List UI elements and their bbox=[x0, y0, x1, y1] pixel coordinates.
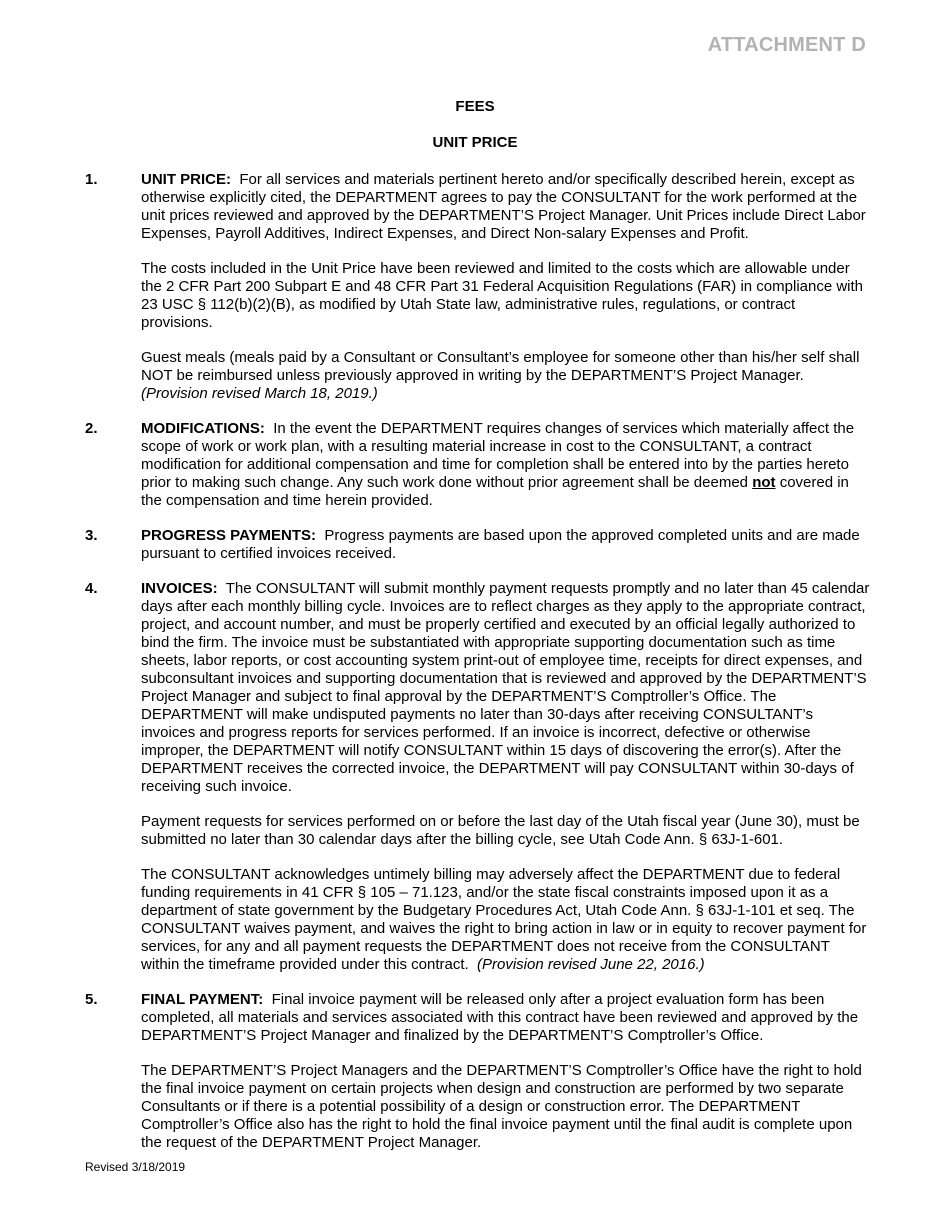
section-modifications bbox=[85, 420, 870, 510]
paragraph bbox=[141, 527, 870, 563]
paragraph bbox=[141, 866, 870, 974]
paragraph-text: Payment requests for services performed on or before the last day of the Utah fiscal year (June 30), must be submitted no later than 30 calendar days after the billing cycle, see Utah Code Ann. § 63J-1-601. bbox=[141, 813, 860, 848]
paragraph-text: The CONSULTANT acknowledges untimely billing may adversely affect the DEPARTMENT due to federal funding requirements in 41 CFR § 105 – 71.123, and/or the state fiscal constraints imposed upon it as a department of state government by the Budgetary Procedures Act, Utah Code Ann. § 63J-1-101 et seq. The CONSULTANT waives payment, and waives the right to bring action in law or in equity to recover payment for services, for any and all payment requests the DEPARTMENT does not receive from the CONSULTANT within the timeframe provided under this contract. bbox=[141, 866, 867, 973]
paragraph bbox=[141, 260, 870, 332]
section-unit-price bbox=[85, 171, 870, 403]
paragraph bbox=[141, 171, 870, 243]
paragraph bbox=[141, 1062, 870, 1152]
section-final-payment bbox=[85, 991, 870, 1152]
paragraph-text: covered in the compensation and time herein provided. bbox=[141, 474, 849, 509]
section-invoices bbox=[85, 580, 870, 974]
section-body bbox=[141, 420, 870, 510]
paragraph bbox=[141, 991, 870, 1045]
section-lead: UNIT PRICE: bbox=[141, 171, 231, 188]
paragraph bbox=[141, 580, 870, 796]
section-lead: PROGRESS PAYMENTS: bbox=[141, 527, 317, 544]
revision-note: (Provision revised March 18, 2019.) bbox=[141, 385, 378, 402]
section-lead: INVOICES: bbox=[141, 580, 218, 597]
section-progress-payments bbox=[85, 527, 870, 563]
paragraph-text: In the event the DEPARTMENT requires changes of services which materially affect the scope of work or work plan, with a resulting material increase in cost to the CONSULTANT, a contract modification for additional compensation and time for completion shall be entered into by the parties hereto prior to making such change. Any such work done without prior agreement shall be deemed bbox=[141, 420, 855, 491]
revision-note: (Provision revised June 22, 2016.) bbox=[477, 956, 705, 973]
section-number: 3. bbox=[85, 527, 98, 544]
heading-fees: FEES bbox=[455, 98, 495, 115]
section-number: 2. bbox=[85, 420, 98, 437]
paragraph bbox=[141, 420, 870, 510]
section-body bbox=[141, 171, 870, 403]
section-number: 5. bbox=[85, 991, 98, 1008]
paragraph-text: The DEPARTMENT’S Project Managers and the DEPARTMENT’S Comptroller’s Office have the right to hold the final invoice payment on certain projects when design and construction are performed by two separate Consultants or if there is a potential possibility of a design or construction error. The DEPARTMENT Comptroller’s Office also has the right to hold the final invoice payment until the final audit is complete upon the request of the DEPARTMENT Project Manager. bbox=[141, 1062, 862, 1151]
paragraph-text: For all services and materials pertinent hereto and/or specifically described herein, except as otherwise explicitly cited, the DEPARTMENT agrees to pay the CONSULTANT for the work performed at the unit prices reviewed and approved by the DEPARTMENT’S Project Manager. Unit Prices include Direct Labor Expenses, Payroll Additives, Indirect Expenses, and Direct Non-salary Expenses and Profit. bbox=[141, 171, 866, 242]
attachment-label: ATTACHMENT D bbox=[707, 34, 866, 56]
emphasis-not: not bbox=[752, 474, 776, 491]
section-body bbox=[141, 580, 870, 974]
document-body bbox=[85, 171, 870, 1169]
section-number: 4. bbox=[85, 580, 98, 597]
paragraph bbox=[141, 349, 870, 403]
paragraph bbox=[141, 813, 870, 849]
paragraph-text: Progress payments are based upon the approved completed units and are made pursuant to certified invoices received. bbox=[141, 527, 860, 562]
section-number: 1. bbox=[85, 171, 98, 188]
section-lead: FINAL PAYMENT: bbox=[141, 991, 264, 1008]
footer-revised: Revised 3/18/2019 bbox=[85, 1160, 186, 1174]
paragraph-text: Guest meals (meals paid by a Consultant or Consultant’s employee for someone other than his/her self shall NOT be reimbursed unless previously approved in writing by the DEPARTMENT’S Project Manager. bbox=[141, 349, 860, 384]
section-body bbox=[141, 527, 870, 563]
paragraph-text: The costs included in the Unit Price have been reviewed and limited to the costs which are allowable under the 2 CFR Part 200 Subpart E and 48 CFR Part 31 Federal Acquisition Regulations (FAR) in compliance with 23 USC § 112(b)(2)(B), as modified by Utah State law, administrative rules, regulations, or contract provisions. bbox=[141, 260, 864, 331]
paragraph-text: Final invoice payment will be released only after a project evaluation form has been completed, all materials and services associated with this contract have been reviewed and approved by the DEPARTMENT’S Project Manager and finalized by the DEPARTMENT’S Comptroller’s Office. bbox=[141, 991, 859, 1044]
section-body bbox=[141, 991, 870, 1152]
section-lead: MODIFICATIONS: bbox=[141, 420, 265, 437]
paragraph-text: The CONSULTANT will submit monthly payment requests promptly and no later than 45 calendar days after each monthly billing cycle. Invoices are to reflect charges as they apply to the appropriate contract, project, and account number, and must be properly certified and executed by an official legally authorized to bind the firm. The invoice must be substantiated with appropriate supporting documentation such as time sheets, labor reports, or cost accounting system print-out of employee time, receipts for direct expenses, and subconsultant invoices and supporting documentation that is reviewed and approved by the DEPARTMENT’S Project Manager and subject to final approval by the DEPARTMENT’S Comptroller’s Office. The DEPARTMENT will make undisputed payments no later than 30-days after receiving CONSULTANT’s invoices and progress reports for services performed. If an invoice is incorrect, defective or otherwise improper, the DEPARTMENT will notify CONSULTANT within 15 days of discovering the error(s). After the DEPARTMENT receives the corrected invoice, the DEPARTMENT will pay CONSULTANT within 30-days of receiving such invoice. bbox=[141, 580, 870, 795]
heading-unit-price: UNIT PRICE bbox=[432, 134, 518, 151]
